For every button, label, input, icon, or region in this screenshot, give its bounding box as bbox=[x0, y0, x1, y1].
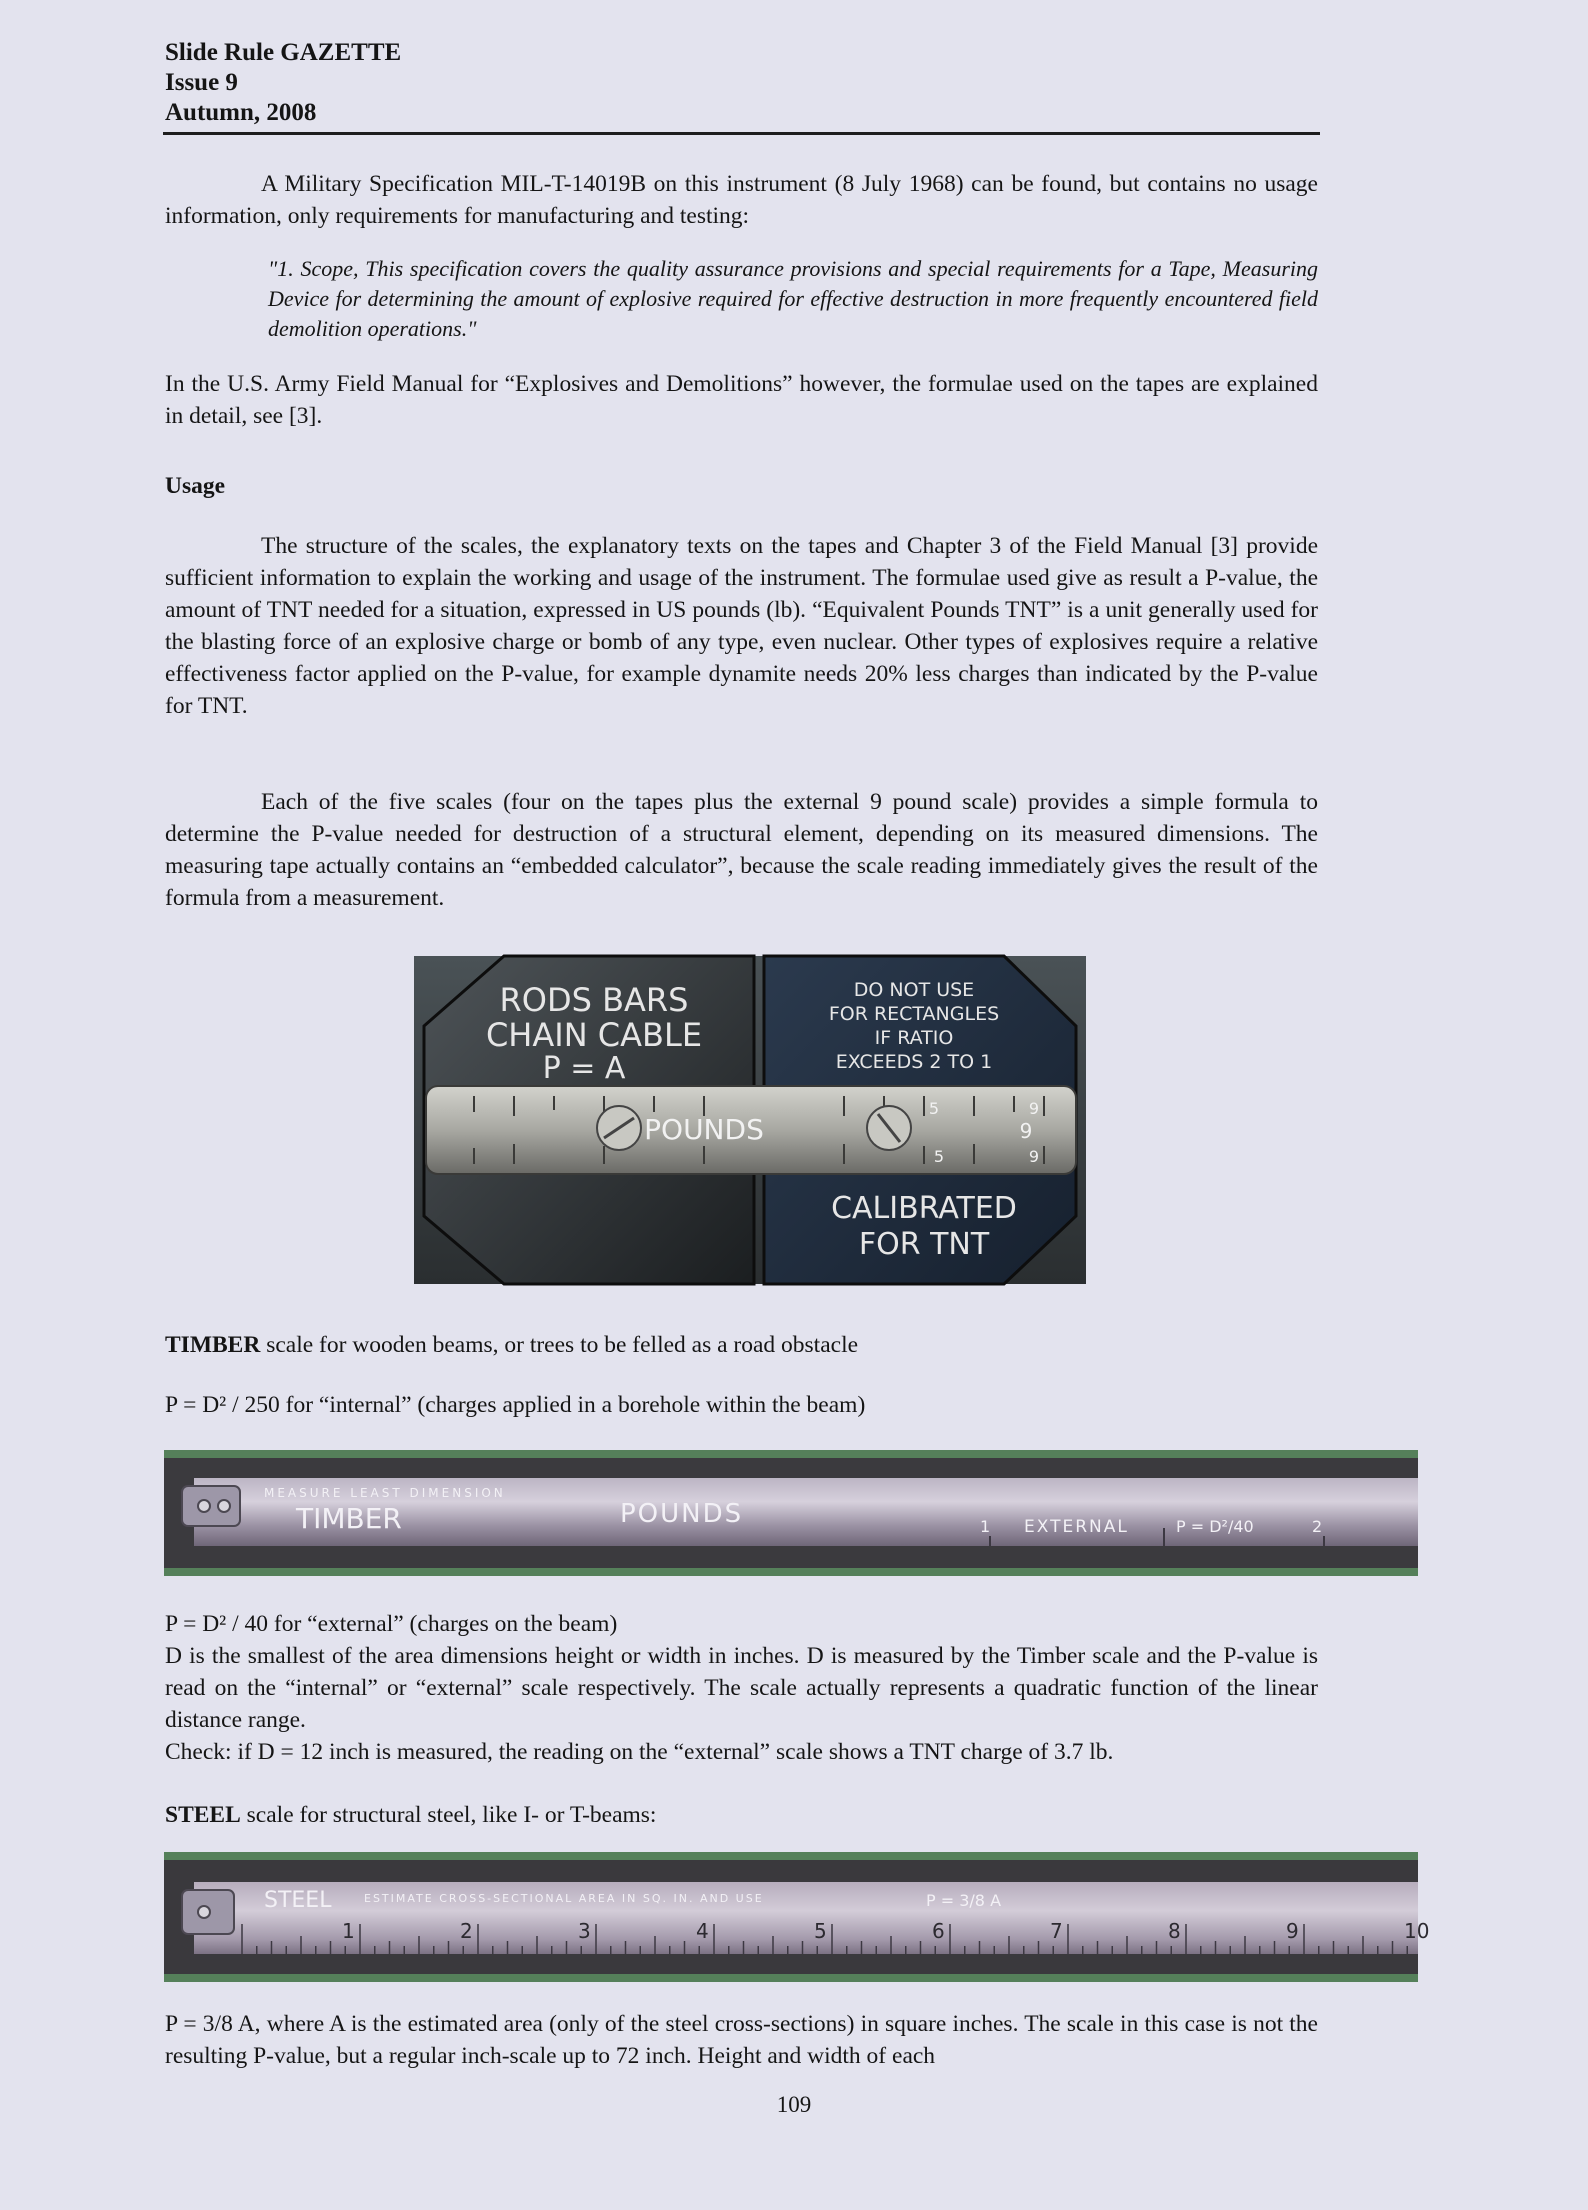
timber-intro bbox=[165, 1329, 1318, 1361]
photo-right-line1: DO NOT USE bbox=[853, 979, 975, 1001]
photo-bottom-line2: FOR TNT bbox=[858, 1227, 990, 1262]
steel-tape-tick-label: 7 bbox=[1050, 1919, 1063, 1943]
quote-scope: "1. Scope, This specification covers the quality assurance provisions and special requirements for a Tape, Measuring Device for determining the amount of explosive required for effective destruction in more frequently encountered field demolition operations." bbox=[268, 256, 1318, 341]
timber-tape-pounds: POUNDS bbox=[620, 1499, 744, 1529]
photo-tick-5a: 5 bbox=[928, 1099, 940, 1118]
usage-heading: Usage bbox=[165, 473, 226, 499]
timber-tape-formula: P = D²/40 bbox=[1176, 1517, 1254, 1536]
timber-internal-formula: P = D² / 250 for “internal” (charges applied in a borehole within the beam) bbox=[165, 1392, 866, 1418]
photo-tape-label: POUNDS bbox=[644, 1113, 764, 1146]
paragraph-milspec: A Military Specification MIL-T-14019B on this instrument (8 July 1968) can be found, but contains no usage information, only requirements for manufacturing and testing: bbox=[165, 171, 1318, 229]
issue-date: Autumn, 2008 bbox=[165, 99, 317, 126]
steel-tape-name: STEEL bbox=[264, 1888, 332, 1913]
steel-tape-caption: ESTIMATE CROSS-SECTIONAL AREA IN SQ. IN. AND USE bbox=[364, 1892, 764, 1905]
timber-tape-svg bbox=[164, 1450, 1418, 1576]
timber-tape-photo bbox=[164, 1450, 1418, 1576]
timber-check: Check: if D = 12 inch is measured, the reading on the “external” scale shows a TNT charge of 3.7 lb. bbox=[165, 1739, 1114, 1765]
steel-tape-tick-label: 5 bbox=[814, 1919, 827, 1943]
photo-tick-9a: 9 bbox=[1028, 1099, 1040, 1118]
steel-tape-svg bbox=[164, 1852, 1430, 1982]
steel-tape-tick-label: 4 bbox=[696, 1919, 709, 1943]
photo-left-line2: CHAIN CABLE bbox=[485, 1016, 703, 1054]
gazette-title: Slide Rule GAZETTE bbox=[165, 39, 402, 66]
paragraph-field-manual: In the U.S. Army Field Manual for “Explosives and Demolitions” however, the formulae used on the tapes are explained in detail, see [3]. bbox=[165, 371, 1318, 429]
photo-tick-9c: 9 bbox=[1028, 1147, 1040, 1166]
steel-tape-tick-label: 2 bbox=[460, 1919, 473, 1943]
photo-bottom-line1: CALIBRATED bbox=[831, 1191, 1017, 1226]
steel-tape-tick-label: 1 bbox=[342, 1919, 355, 1943]
paragraph-structure: The structure of the scales, the explanatory texts on the tapes and Chapter 3 of the Field Manual [3] provide sufficient information to explain the working and usage of the instrument. The formulae used give as result a P-value, the amount of TNT needed for a situation, expressed in US pounds (lb). “Equivalent Pounds TNT” is a unit generally used for the blasting force of an explosive charge or bomb of any type, even nuclear. Other types of explosives require a relative effectiveness factor applied on the P-value, for example dynamite needs 20% less charges than indicated by the P-value for TNT. bbox=[165, 533, 1318, 719]
steel-intro bbox=[165, 1799, 1318, 1831]
photo-right-line3: IF RATIO bbox=[874, 1027, 954, 1049]
tape-case-photo bbox=[414, 956, 1086, 1284]
timber-tape-tick-2: 2 bbox=[1312, 1517, 1323, 1536]
steel-tape-tick-label: 8 bbox=[1168, 1919, 1181, 1943]
timber-d-definition: D is the smallest of the area dimensions height or width in inches. D is measured by the Timber scale and the P-value is read on the “internal” or “external” scale respectively. The scale actually represents a quadratic function of the linear distance range. bbox=[165, 1643, 1318, 1733]
issue-number: Issue 9 bbox=[165, 69, 238, 96]
timber-intro-text: scale for wooden beams, or trees to be felled as a road obstacle bbox=[260, 1332, 859, 1358]
timber-external-formula: P = D² / 40 for “external” (charges on the beam) bbox=[165, 1611, 618, 1637]
photo-right-line2: FOR RECTANGLES bbox=[828, 1003, 1000, 1025]
steel-tape-tick-label: 6 bbox=[932, 1919, 945, 1943]
steel-tape-photo bbox=[164, 1852, 1430, 1982]
photo-tick-9b: 9 bbox=[1019, 1119, 1033, 1143]
photo-left-line1: RODS BARS bbox=[499, 981, 689, 1019]
timber-tape-name: TIMBER bbox=[296, 1502, 402, 1535]
paragraph-five-scales: Each of the five scales (four on the tapes plus the external 9 pound scale) provides a simple formula to determine the P-value needed for destruction of a structural element, depending on its measured dimensions. The measuring tape actually contains an “embedded calculator”, because the scale reading immediately gives the result of the formula from a measurement. bbox=[165, 789, 1318, 911]
timber-tape-caption: MEASURE LEAST DIMENSION bbox=[264, 1486, 506, 1500]
page-number: 109 bbox=[776, 2092, 812, 2117]
tape-case-svg bbox=[414, 956, 1086, 1284]
timber-tape-tick-1: 1 bbox=[980, 1517, 991, 1536]
gazette-header bbox=[165, 38, 401, 128]
photo-tick-5b: 5 bbox=[933, 1147, 945, 1166]
photo-right-line4: EXCEEDS 2 TO 1 bbox=[835, 1051, 993, 1073]
steel-formula: P = 3/8 A, where A is the estimated area (only of the steel cross-sections) in square inches. The scale in this case is not the resulting P-value, but a regular inch-scale up to 72 inch. Height and width of each bbox=[165, 2011, 1318, 2069]
timber-tape-external: EXTERNAL bbox=[1024, 1517, 1129, 1537]
timber-heading: TIMBER bbox=[165, 1332, 261, 1358]
steel-tape-formula: P = 3/8 A bbox=[926, 1891, 1002, 1910]
photo-left-line3: P = A bbox=[542, 1051, 626, 1086]
steel-tape-tick-label: 9 bbox=[1286, 1919, 1299, 1943]
steel-heading: STEEL bbox=[165, 1802, 241, 1828]
steel-intro-text: scale for structural steel, like I- or T-beams: bbox=[240, 1802, 657, 1828]
steel-tape-tick-label: 3 bbox=[578, 1919, 591, 1943]
header-rule bbox=[163, 132, 1320, 135]
steel-tape-tick-label: 10 bbox=[1404, 1919, 1430, 1943]
